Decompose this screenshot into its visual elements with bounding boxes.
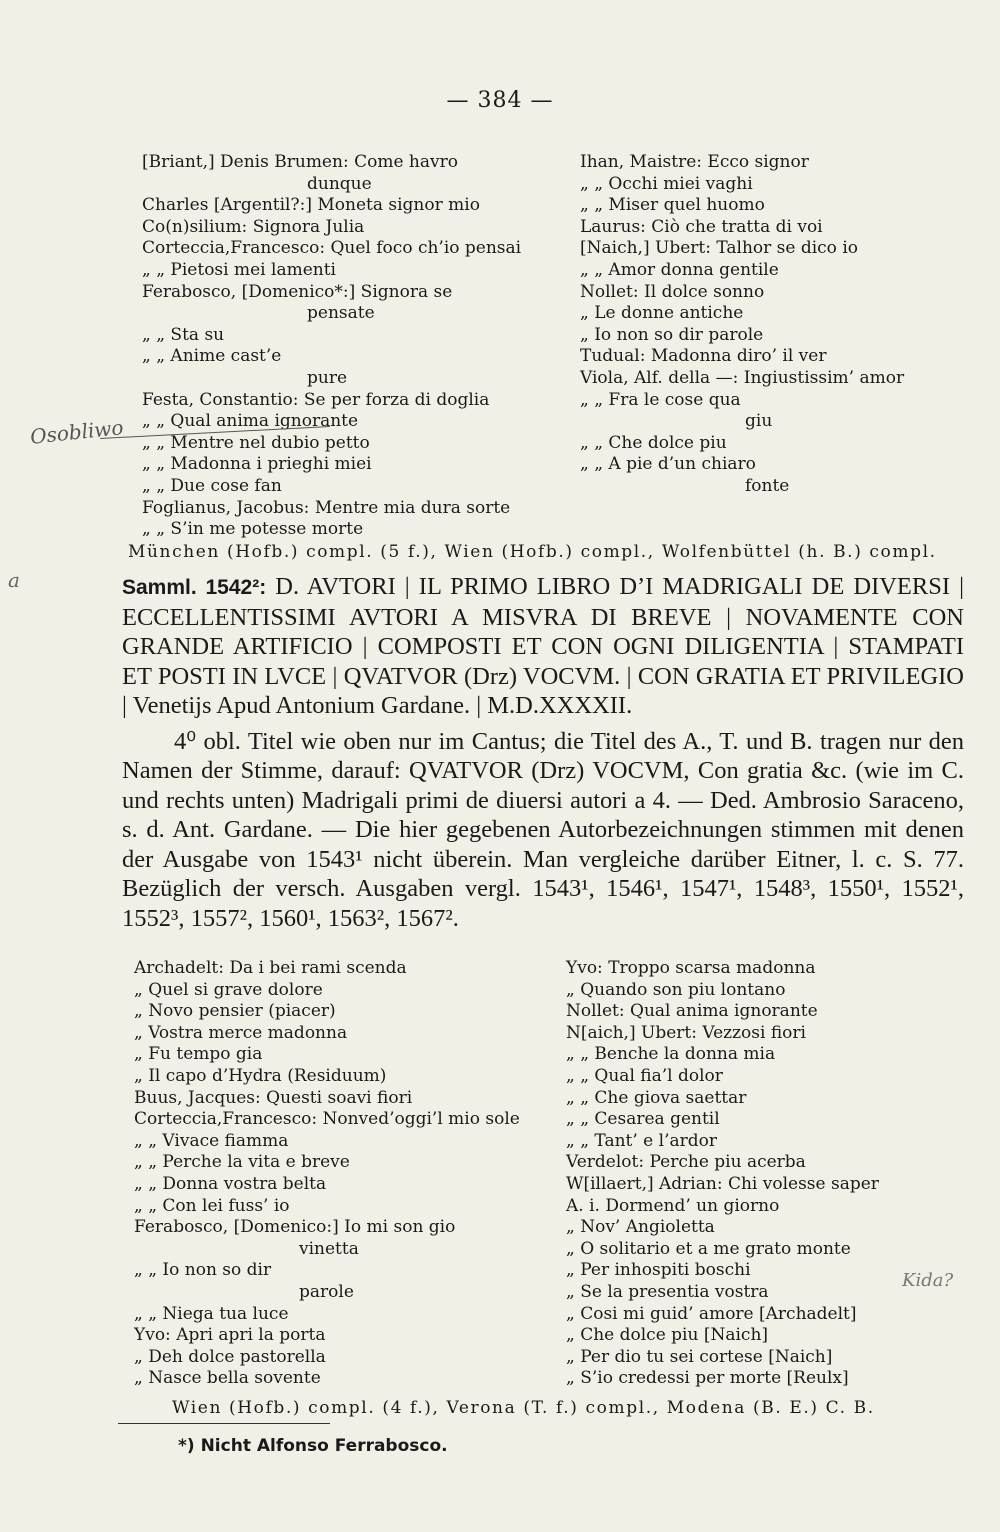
composer-list-1-right <box>580 152 980 541</box>
list-item: Corteccia,Francesco: Quel foco ch’io pensai <box>142 238 522 259</box>
list-item: „ „ Niega tua luce <box>134 1303 289 1324</box>
list-item: [Naich,] Ubert: Talhor se dico io <box>580 238 858 259</box>
list-item: „ Per inhospiti boschi <box>566 1260 751 1281</box>
list-item: Archadelt: Da i bei rami scenda <box>134 958 407 978</box>
list-item: „ „ Madonna i prieghi miei <box>142 454 372 475</box>
library-holdings-1: München (Hofb.) compl. (5 f.), Wien (Hofb.) compl., Wolfenbüttel (h. B.) compl. <box>128 542 937 562</box>
entry-title: D. AVTORI | IL PRIMO LIBRO D’I MADRIGALI DE DIVERSI | ECCELLENTISSIMI AVTORI A MISVRA DI BREVE | NOVAMENTE CON GRANDE ARTIFICIO | COMPOSTI ET CON OGNI DILIGENTIA | STAMPATI ET POSTI IN LVCE | QVATVOR (Drz) VOCVM. | CON GRATIA ET PRIVILEGIO | Venetijs Apud Antonium Gardane. | M.D.XXXXII. <box>122 573 964 719</box>
list-item: Verdelot: Perche piu acerba <box>566 1152 806 1173</box>
list-item: Viola, Alf. della —: Ingiustissim’ amor <box>580 367 905 388</box>
composer-list-2 <box>134 958 976 1390</box>
list-item: parole <box>299 1281 354 1302</box>
list-item: „ Fu tempo gia <box>134 1044 263 1065</box>
list-item: „ „ Mentre nel dubio petto <box>142 432 370 453</box>
list-item: „ Se la presentia vostra <box>566 1281 769 1302</box>
list-item: „ „ Vivace fiamma <box>134 1130 289 1151</box>
library-holdings-2: Wien (Hofb.) compl. (4 f.), Verona (T. f.) compl., Modena (B. E.) C. B. <box>172 1398 875 1418</box>
list-item: „ Io non so dir parole <box>580 324 764 345</box>
list-item: „ S’io credessi per morte [Reulx] <box>566 1368 849 1389</box>
list-item: „ „ Qual anima ignorante <box>142 411 359 432</box>
list-item: „ Per dio tu sei cortese [Naich] <box>566 1346 833 1367</box>
list-item: N[aich,] Ubert: Vezzosi fiori <box>566 1022 806 1043</box>
composer-list-2-right <box>566 958 976 1390</box>
list-item: Co(n)silium: Signora Julia <box>142 216 365 237</box>
list-item: „ Quel si grave dolore <box>134 979 323 1000</box>
list-item: „ „ Cesarea gentil <box>566 1109 720 1130</box>
list-item: „ Quando son piu lontano <box>566 979 786 1000</box>
list-item: giu <box>745 411 773 432</box>
entry-heading: Samml. 1542²: <box>122 576 267 599</box>
list-item: Ihan, Maistre: Ecco signor <box>580 152 809 172</box>
list-item: „ „ Donna vostra belta <box>134 1173 327 1194</box>
list-item: vinetta <box>299 1238 359 1259</box>
composer-list-1 <box>142 152 980 541</box>
list-item: A. i. Dormend’ un giorno <box>566 1195 780 1216</box>
list-item: „ „ Due cose fan <box>142 475 282 496</box>
list-item: „ „ Fra le cose qua <box>580 389 741 410</box>
list-item: Charles [Argentil?:] Moneta signor mio <box>142 195 480 216</box>
list-item: „ Che dolce piu [Naich] <box>566 1325 769 1346</box>
list-item: „ „ Anime cast’e <box>142 346 282 367</box>
list-item: „ Novo pensier (piacer) <box>134 1001 336 1022</box>
list-item: „ „ Benche la donna mia <box>566 1044 776 1065</box>
list-item: „ Cosi mi guid’ amore [Archadelt] <box>566 1303 857 1324</box>
footnote: *) Nicht Alfonso Ferrabosco. <box>178 1436 448 1456</box>
list-item: „ Deh dolce pastorella <box>134 1346 326 1367</box>
list-item: Ferabosco, [Domenico:] Io mi son gio <box>134 1217 456 1238</box>
list-item: „ „ Che giova saettar <box>566 1087 747 1108</box>
list-item: „ „ Perche la vita e breve <box>134 1152 350 1173</box>
handwritten-margin-signature: Kida? <box>902 1270 954 1291</box>
list-item: Tudual: Madonna diro’ il ver <box>580 346 827 367</box>
list-item: „ O solitario et a me grato monte <box>566 1238 851 1259</box>
list-item: „ „ Tant’ e l’ardor <box>566 1130 717 1151</box>
composer-list-2-left <box>134 958 566 1390</box>
list-item: [Briant,] Denis Brumen: Come havro <box>142 152 458 172</box>
list-item: Festa, Constantio: Se per forza di doglia <box>142 389 490 410</box>
bibliographic-entry <box>122 572 964 933</box>
page-number: — 384 — <box>446 88 554 113</box>
entry-description: 4⁰ obl. Titel wie oben nur im Cantus; die Titel des A., T. und B. tragen nur den Namen der Stimme, darauf: QVATVOR (Drz) VOCVM, Con gratia &c. (wie im C. und rechts unten) Madrigali primi de diuersi autori a 4. — Ded. Ambrosio Saraceno, s. d. Ant. Gardane. — Die hier gegebenen Autorbezeichnungen stimmen mit denen der Ausgabe von 1543¹ nicht überein. Man vergleiche darüber Eitner, l. c. S. 77. Bezüglich der versch. Ausgaben vergl. 1543¹, 1546¹, 1547¹, 1548³, 1550¹, 1552¹, 1552³, 1557², 1560¹, 1563², 1567². <box>122 727 964 932</box>
list-item: „ Nov’ Angioletta <box>566 1217 715 1238</box>
footnote-rule <box>118 1423 330 1424</box>
handwritten-margin-letter: a <box>8 568 20 592</box>
list-item: „ Nasce bella sovente <box>134 1368 321 1389</box>
list-item: Yvo: Apri apri la porta <box>134 1325 326 1346</box>
list-item: „ „ S’in me potesse morte <box>142 519 364 540</box>
list-item: „ Le donne antiche <box>580 303 744 324</box>
list-item: „ „ Io non so dir <box>134 1260 272 1281</box>
handwritten-margin-note: Osobliwo <box>29 415 125 449</box>
list-item: fonte <box>745 475 790 496</box>
list-item: „ „ Pietosi mei lamenti <box>142 259 336 280</box>
list-item: Laurus: Ciò che tratta di voi <box>580 216 823 237</box>
list-item: pensate <box>307 303 375 324</box>
list-item: pure <box>307 367 348 388</box>
list-item: dunque <box>307 173 372 194</box>
list-item: „ „ Sta su <box>142 324 225 345</box>
composer-list-1-left <box>142 152 580 541</box>
list-item: Ferabosco, [Domenico*:] Signora se <box>142 281 453 302</box>
list-item: Nollet: Il dolce sonno <box>580 281 765 302</box>
entry-title-paragraph <box>122 572 964 721</box>
list-item: W[illaert,] Adrian: Chi volesse saper <box>566 1173 879 1194</box>
list-item: Nollet: Qual anima ignorante <box>566 1001 818 1022</box>
list-item: „ „ Che dolce piu <box>580 432 727 453</box>
list-item: „ Il capo d’Hydra (Residuum) <box>134 1065 387 1086</box>
list-item: Buus, Jacques: Questi soavi fiori <box>134 1087 413 1108</box>
list-item: „ „ A pie d’un chiaro <box>580 454 756 475</box>
list-item: „ Vostra merce madonna <box>134 1022 348 1043</box>
list-item: „ „ Occhi miei vaghi <box>580 173 753 194</box>
list-item: Yvo: Troppo scarsa madonna <box>566 958 816 978</box>
list-item: Corteccia,Francesco: Nonved’oggi’l mio sole <box>134 1109 520 1130</box>
list-item: „ „ Amor donna gentile <box>580 259 779 280</box>
list-item: „ „ Miser quel huomo <box>580 195 765 216</box>
list-item: „ „ Qual fia’l dolor <box>566 1065 723 1086</box>
list-item: „ „ Con lei fuss’ io <box>134 1195 290 1216</box>
list-item: Foglianus, Jacobus: Mentre mia dura sorte <box>142 497 511 518</box>
